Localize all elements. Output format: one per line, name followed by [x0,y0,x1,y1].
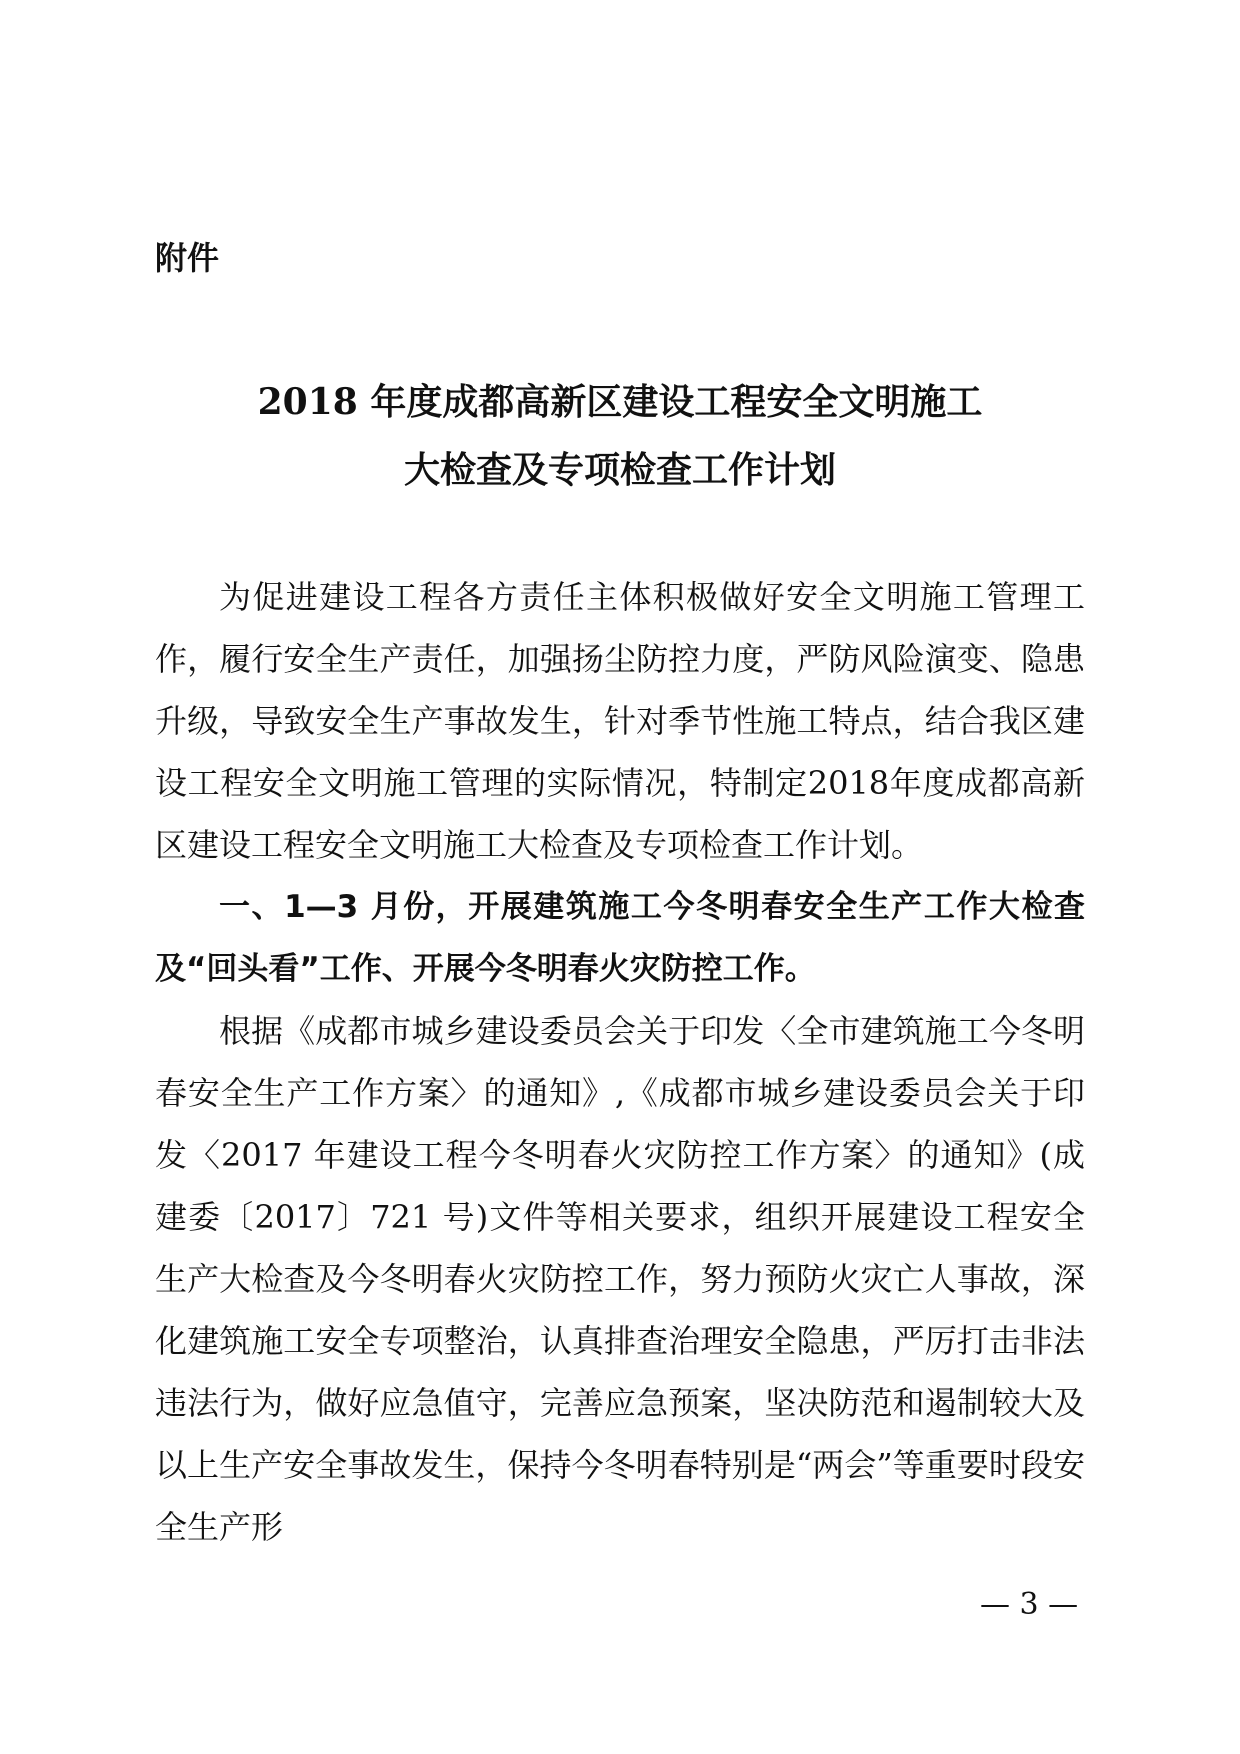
attachment-label: 附件 [155,239,220,277]
intro-paragraph: 为促进建设工程各方责任主体积极做好安全文明施工管理工作，履行安全生产责任，加强扬尘防控力度，严防风险演变、隐患升级，导致安全生产事故发生，针对季节性施工特点，结合我区建设工程安全文明施工管理的实际情况，特制定2018年度成都高新区建设工程安全文明施工大检查及专项检查工作计划。 [155,578,1085,864]
document-title [0,368,1240,504]
title-line-2: 大检查及专项检查工作计划 [403,449,836,491]
page-number: — 3 — [980,1587,1079,1622]
section-1-paragraph: 根据《成都市城乡建设委员会关于印发〈全市建筑施工今冬明春安全生产工作方案〉的通知》,《成都市城乡建设委员会关于印发〈2017 年建设工程今冬明春火灾防控工作方案〉的通知》(成建委〔2017〕721 号)文件等相关要求，组织开展建设工程安全生产大检查及今冬明春火灾防控工作，努力预防火灾亡人事故，深化建筑施工安全专项整治，认真排查治理安全隐患，严厉打击非法违法行为，做好应急值守，完善应急预案，坚决防范和遏制较大及以上生产安全事故发生，保持今冬明春特别是“两会”等重要时段安全生产形 [155,1012,1085,1546]
title-line-1: 2018 年度成都高新区建设工程安全文明施工 [257,381,983,423]
document-body [155,566,1085,1558]
section-heading-1: 一、1—3 月份，开展建筑施工今冬明春安全生产工作大检查及“回头看”工作、开展今冬明春火灾防控工作。 [155,889,1085,987]
